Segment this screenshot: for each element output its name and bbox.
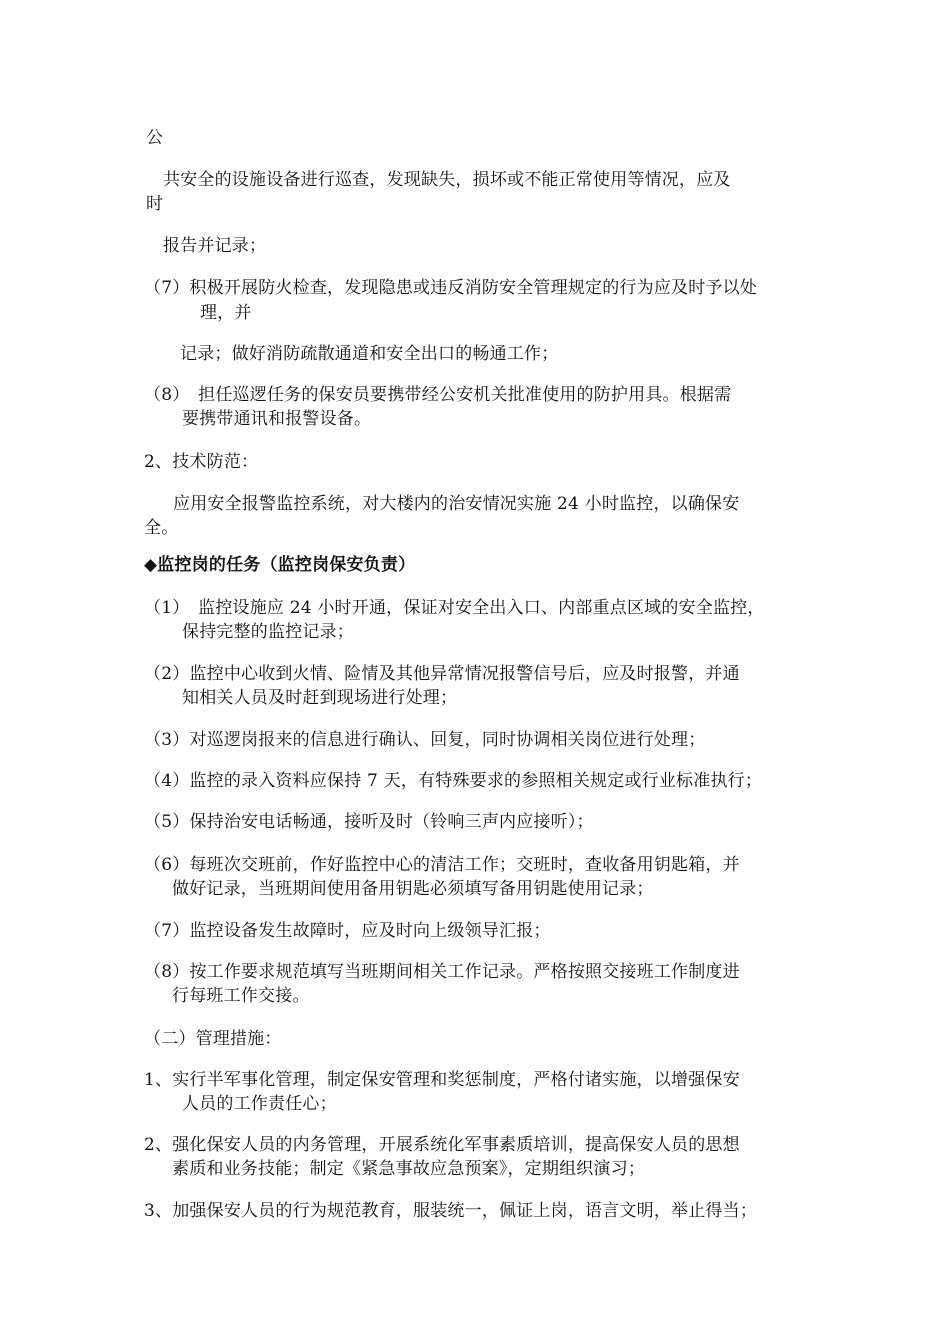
text-line: 知相关人员及时赶到现场进行处理； (182, 688, 458, 708)
text-line: 行每班工作交接。 (172, 986, 310, 1006)
text-line: 2、强化保安人员的内务管理，开展系统化军事素质培训，提高保安人员的思想 (144, 1135, 740, 1155)
text-line: （5）保持治安电话畅通，接听及时（铃响三声内应接听）； (144, 812, 594, 832)
text-line: （7）积极开展防火检查，发现隐患或违反消防安全管理规定的行为应及时予以处 (144, 278, 758, 298)
text-line: 做好记录，当班期间使用备用钥匙必须填写备用钥匙使用记录； (172, 879, 654, 899)
text-line: （7）监控设备发生故障时，应及时向上级领导汇报； (144, 921, 551, 941)
text-line: 全。 (144, 518, 179, 538)
text-line: （二）管理措施： (144, 1029, 282, 1049)
text-line: （8） 担任巡逻任务的保安员要携带经公安机关批准使用的防护用具。根据需 (144, 385, 732, 405)
text-line: （3）对巡逻岗报来的信息进行确认、回复，同时协调相关岗位进行处理； (144, 730, 706, 750)
text-line: （6）每班次交班前，作好监控中心的清洁工作；交班时，查收备用钥匙箱，并 (144, 855, 740, 875)
text-line: 时 (146, 194, 164, 214)
text-line: 共安全的设施设备进行巡查，发现缺失，损坏或不能正常使用等情况，应及 (163, 170, 731, 190)
text-line: （1） 监控设施应 24 小时开通，保证对安全出入口、内部重点区域的安全监控， (144, 598, 765, 618)
text-line: （4）监控的录入资料应保持 7 天，有特殊要求的参照相关规定或行业标准执行； (144, 771, 763, 791)
text-line: 理，并 (200, 303, 252, 323)
text-line: 要携带通讯和报警设备。 (182, 409, 372, 429)
text-line: 应用安全报警监控系统，对大楼内的治安情况实施 24 小时监控，以确保安 (173, 494, 740, 514)
text-line: 记录；做好消防疏散通道和安全出口的畅通工作； (180, 344, 559, 364)
section-heading: ◆监控岗的任务（监控岗保安负责） (144, 555, 416, 575)
text-line: 1、实行半军事化管理，制定保安管理和奖惩制度，严格付诸实施，以增强保安 (144, 1070, 740, 1090)
text-line: 素质和业务技能；制定《紧急事故应急预案》，定期组织演习； (172, 1159, 646, 1179)
text-line: 公 (146, 128, 164, 148)
text-line: 保持完整的监控记录； (182, 622, 354, 642)
text-line: 报告并记录； (163, 236, 267, 256)
text-line: 3、加强保安人员的行为规范教育，服装统一，佩证上岗，语言文明，举止得当； (144, 1201, 758, 1221)
text-line: 人员的工作责任心； (182, 1094, 337, 1114)
text-line: （2）监控中心收到火情、险情及其他异常情况报警信号后，应及时报警，并通 (144, 664, 740, 684)
text-line: （8）按工作要求规范填写当班期间相关工作记录。严格按照交接班工作制度进 (144, 962, 740, 982)
text-line: 2、技术防范： (144, 452, 259, 472)
